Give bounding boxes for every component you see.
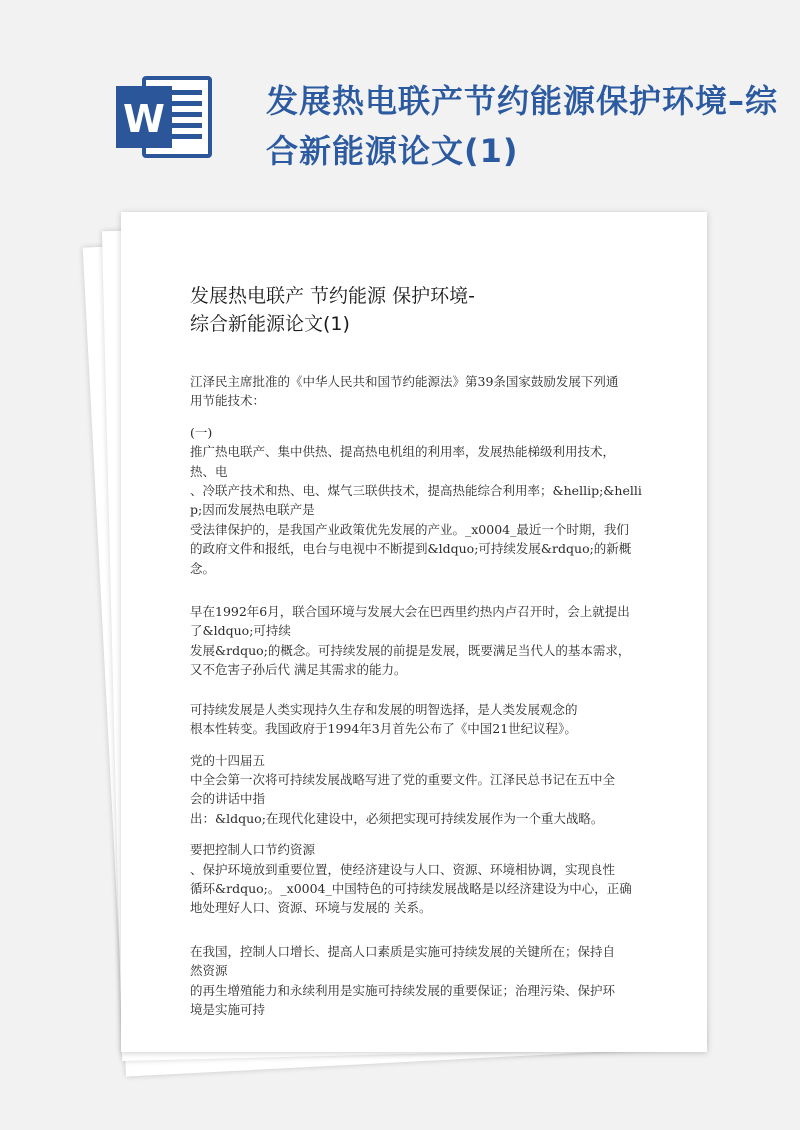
paragraph: 早在1992年6月，联合国环境与发展大会在巴西里约热内卢召开时，会上就提出 了&ldquo;可持续 发展&rdquo;的概念。可持续发展的前提是发展，既要满足当代人的基本需求， 又不危害子孙后代 满足其需求的能力。 xyxy=(190,604,631,678)
svg-text:W: W xyxy=(123,97,165,141)
document-title xyxy=(190,282,630,338)
document-page xyxy=(121,212,707,1052)
document-body xyxy=(190,372,670,1019)
paragraph: 江泽民主席批准的《中华人民共和国节约能源法》第39条国家鼓励发展下列通 用节能技术： xyxy=(190,374,619,409)
paragraph: 在我国，控制人口增长、提高人口素质是实施可持续发展的关键所在；保持自 然资源 的再生增殖能力和永续利用是实施可持续发展的重要保证；治理污染、保护环 境是实施可持 xyxy=(190,943,616,1017)
word-document-icon xyxy=(112,72,214,162)
paragraph: 可持续发展是人类实现持久生存和发展的明智选择，是人类发展观念的 根本性转变。我国政府于1994年3月首先公布了《中国21世纪议程》。 xyxy=(190,701,578,737)
paragraph: 要把控制人口节约资源 、保护环境放到重要位置，使经济建设与人口、资源、环境相协调，实现良性 循环&rdquo;。_x0004_中国特色的可持续发展战略是以经济建设为中心，正确 地处理好人口、资源、环境与发展的 关系。 xyxy=(190,842,632,916)
document-title-line2: 综合新能源论文(1) xyxy=(190,313,350,335)
page-title: 发展热电联产节约能源保护环境–综合新能源论文(1) xyxy=(266,82,779,170)
header xyxy=(0,0,800,200)
document-title-line1: 发展热电联产 节约能源 保护环境- xyxy=(190,285,475,307)
paragraph: 党的十四届五 中全会第一次将可持续发展战略写进了党的重要文件。江泽民总书记在五中全 会的讲话中指 出：&ldquo;在现代化建设中，必须把实现可持续发展作为一个重大战略。 xyxy=(190,752,616,826)
paragraph: (一) 推广热电联产、集中供热、提高热电机组的利用率，发展热能梯级利用技术， 热、电 、冷联产技术和热、电、煤气三联供技术，提高热能综合利用率；&hellip;&helli p;因而发展热电联产是 受法律保护的，是我国产业政策优先发展的产业。_x0004_最近一个时期，我们 的政府文件和报纸，电台与电视中不断提到&ldquo;可持续发展&rdquo;的新概 念。 xyxy=(190,424,642,576)
